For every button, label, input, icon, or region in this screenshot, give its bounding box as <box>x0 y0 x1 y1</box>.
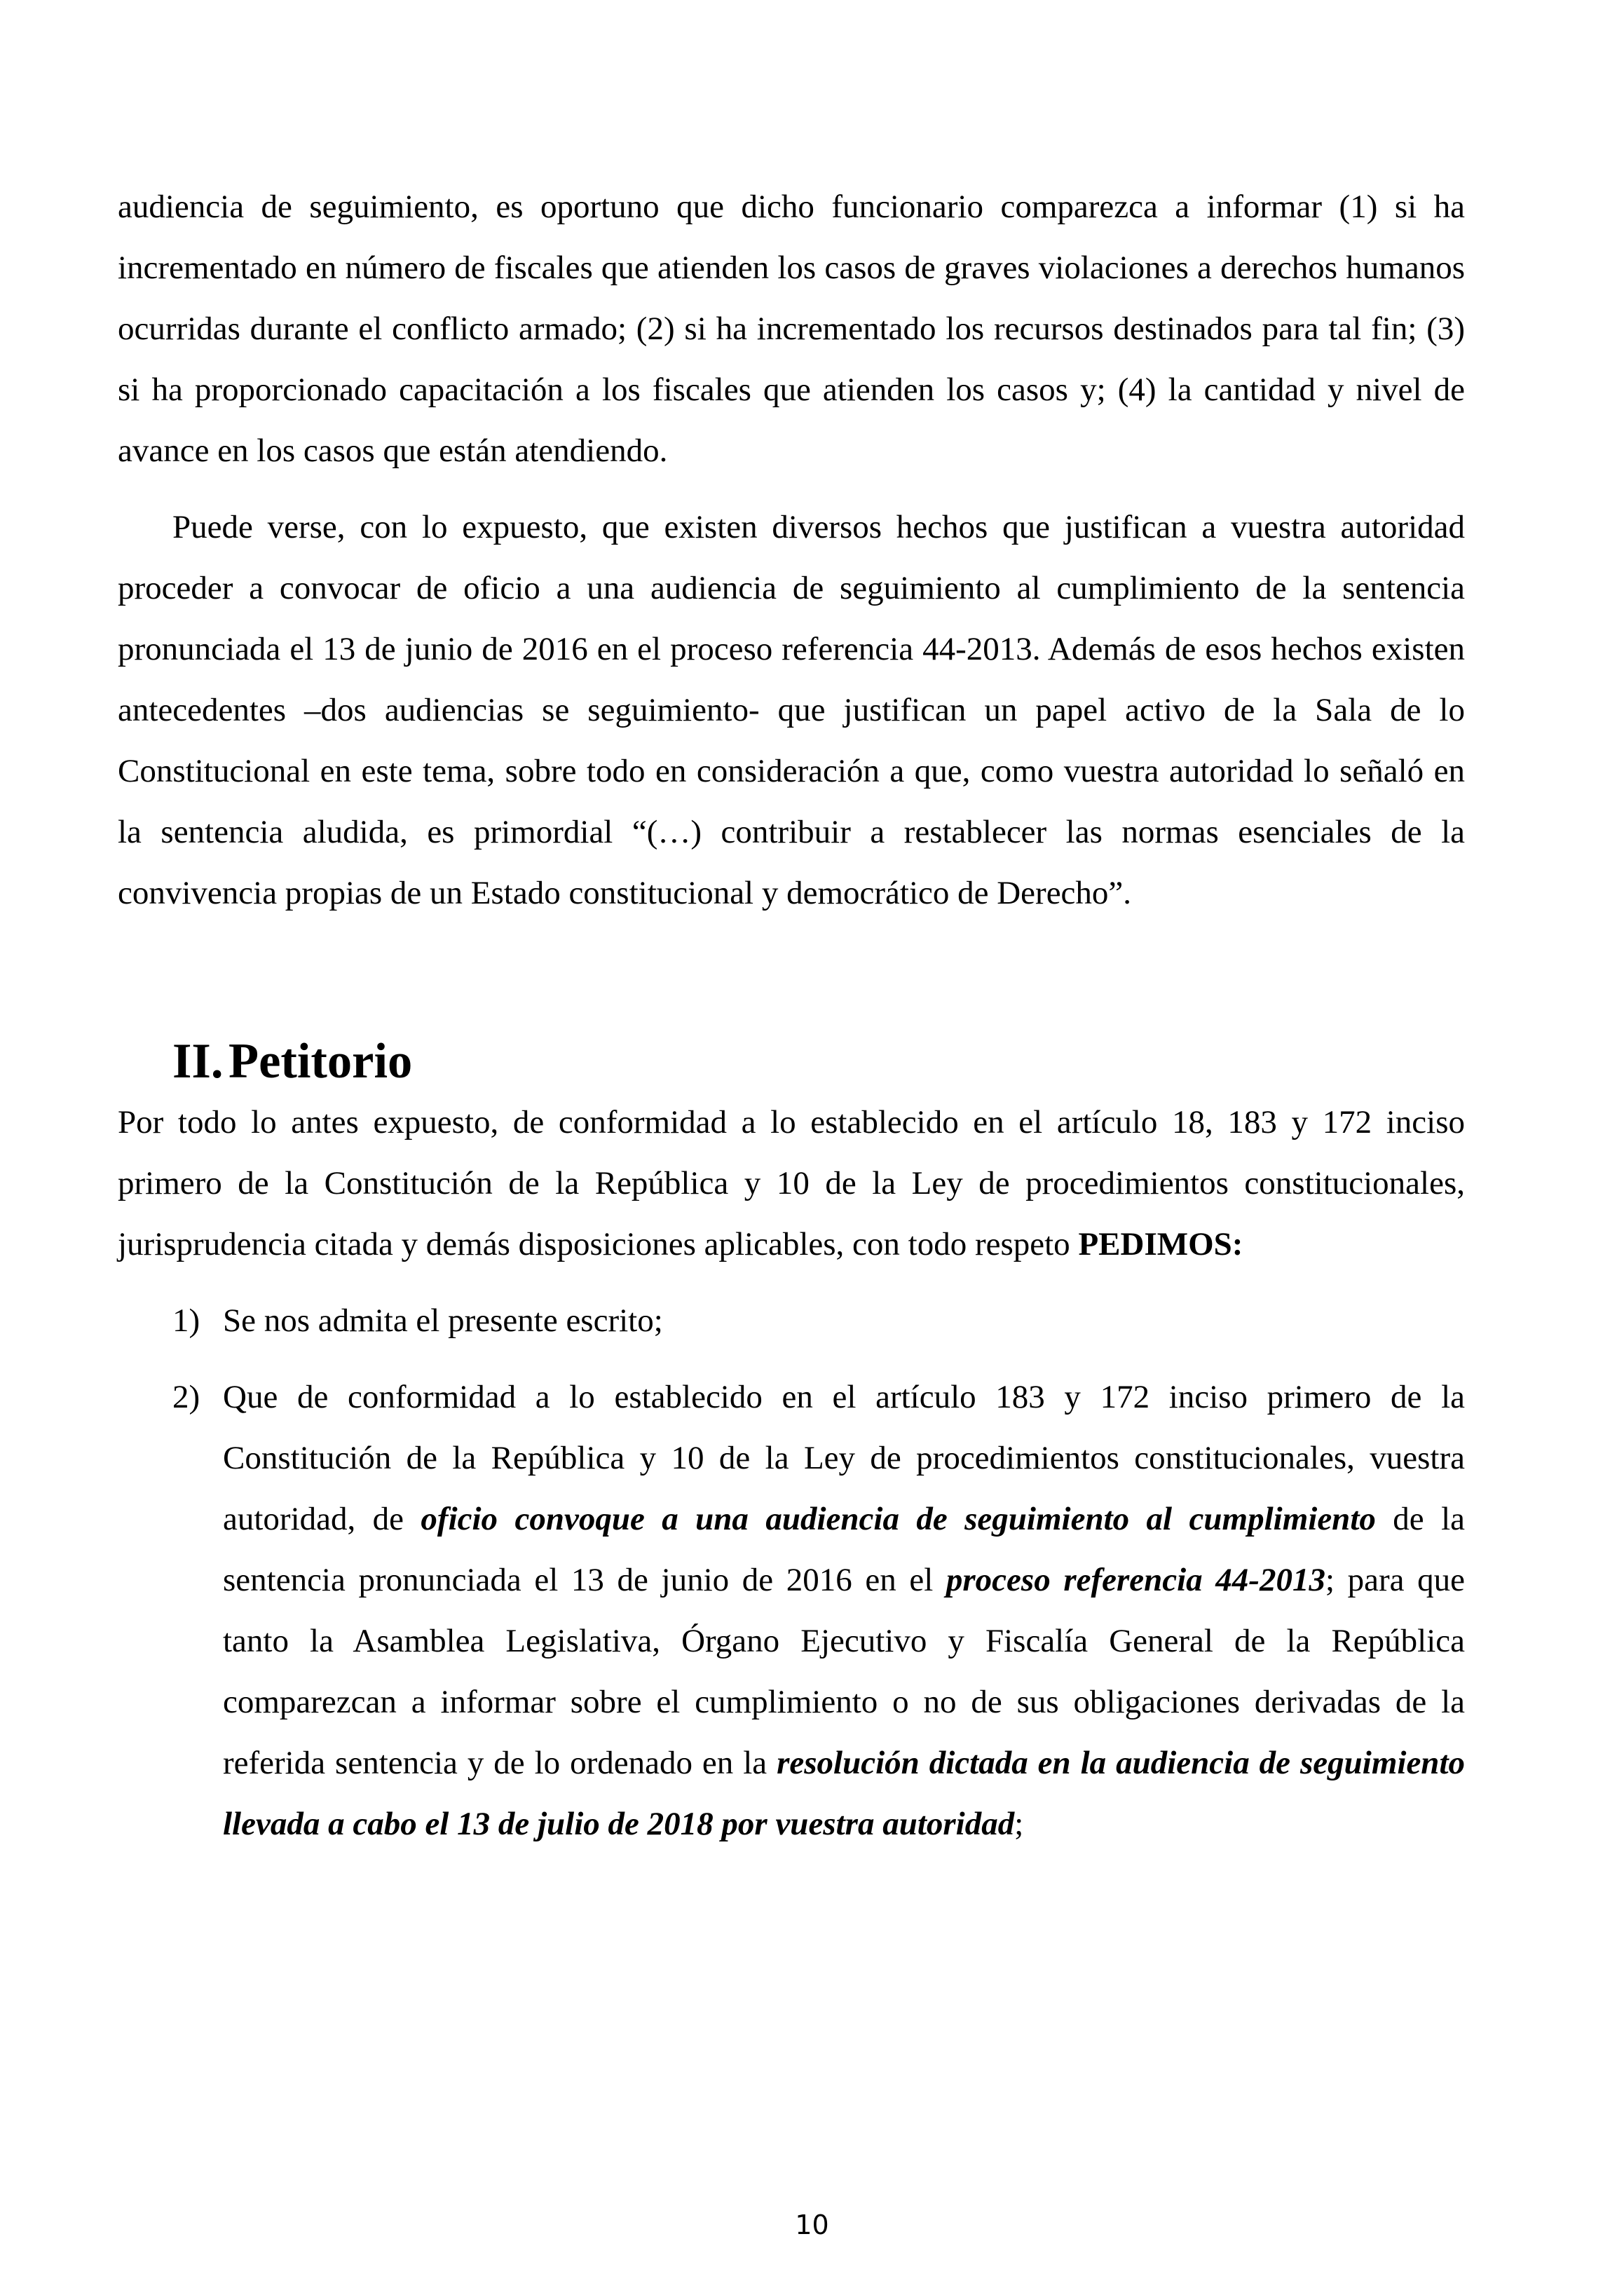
request-emphasis-3: resolución dictada en la audiencia de seguimiento llevada a cabo el 13 de julio de 2018 por vuestra autoridad <box>223 1745 1465 1842</box>
request-text-part-3: ; para que tanto la Asamblea Legislativa, Órgano Ejecutivo y Fiscalía General de la República comparezcan a informar sobre el cumplimiento o no de sus obligaciones derivadas de la referida sentencia y de lo ordenado en la <box>223 1562 1466 1781</box>
petitorio-intro-text: Por todo lo antes expuesto, de conformidad a lo establecido en el artículo 18, 183 y 172 inciso primero de la Constitución de la República y 10 de la Ley de procedimientos constitucionales, jurisprudencia citada y demás disposiciones aplicables, con todo respeto <box>118 1104 1465 1262</box>
request-text-part-2: de la sentencia pronunciada el 13 de junio de 2016 en el <box>223 1501 1465 1598</box>
page-number: 10 <box>795 2209 829 2240</box>
body-paragraph-1: audiencia de seguimiento, es oportuno que dicho funcionario comparezca a informar (1) si ha incrementado en número de fiscales que atienden los casos de graves violaciones a derechos humanos ocurridas durante el conflicto armado; (2) si ha incrementado los recursos destinados para tal fin; (3) si ha proporcionado capacitación a los fiscales que atienden los casos y; (4) la cantidad y nivel de avance en los casos que están atendiendo. <box>118 189 1465 469</box>
request-text: Se nos admita el presente escrito; <box>223 1302 663 1339</box>
request-emphasis-2: proceso referencia 44-2013 <box>946 1562 1325 1598</box>
document-page <box>118 177 1465 1855</box>
body-paragraph-2: Puede verse, con lo expuesto, que existen diversos hechos que justifican a vuestra autoridad proceder a convocar de oficio a una audiencia de seguimiento al cumplimiento de la sentencia pronunciada el 13 de junio de 2016 en el proceso referencia 44-2013. Además de esos hechos existen antecedentes –dos audiencias se seguimiento- que justifican un papel activo de la Sala de lo Constitucional en este tema, sobre todo en consideración a que, como vuestra autoridad lo señaló en la sentencia aludida, es primordial “(…) contribuir a restablecer las normas esenciales de la convivencia propias de un Estado constitucional y democrático de Derecho”. <box>118 509 1465 911</box>
petitorio-intro-bold: PEDIMOS: <box>1078 1226 1243 1262</box>
list-marker: 2) <box>172 1379 200 1415</box>
request-emphasis-1: oficio convoque a una audiencia de seguimiento al cumplimiento <box>421 1501 1376 1537</box>
petitorio-intro <box>118 1092 1465 1275</box>
section-title: Petitorio <box>228 1034 413 1089</box>
request-text-part-1: Que de conformidad a lo establecido en el artículo 183 y 172 inciso primero de la Constitución de la República y 10 de la Ley de procedimientos constitucionales, vuestra autoridad, de <box>223 1379 1465 1537</box>
section-heading <box>118 1031 1465 1092</box>
section-number: II. <box>172 1034 224 1089</box>
request-item-2 <box>118 1367 1465 1855</box>
request-list <box>118 1291 1465 1855</box>
request-item-1 <box>118 1291 1465 1351</box>
list-marker: 1) <box>172 1302 200 1339</box>
request-text-part-4: ; <box>1014 1806 1024 1842</box>
